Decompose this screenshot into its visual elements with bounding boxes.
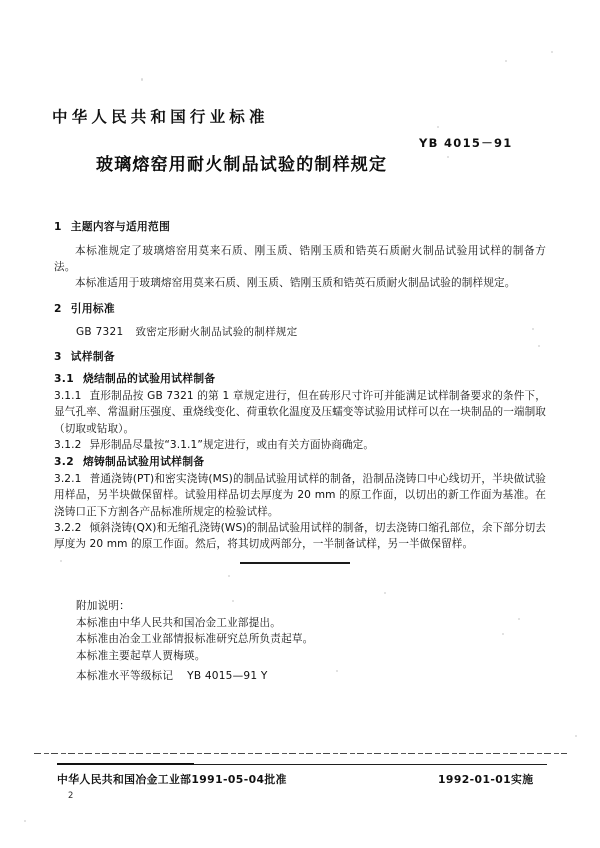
additional-note-line-3: 本标准主要起草人贾梅瑛。 (76, 649, 206, 662)
scan-speck (518, 618, 520, 620)
subclause-number-3-2-2: 3.2.2 (54, 522, 82, 534)
clause-heading-3 (54, 349, 115, 364)
clause-title-3: 试样制备 (70, 350, 115, 363)
standard-level-code: YB 4015—91 Y (187, 670, 268, 682)
standard-level-label: 本标准水平等级标记 (76, 670, 174, 682)
subclause-title-3-1: 烧结制品的试验用试样制备 (82, 372, 216, 385)
subclause-text-3-2-2: 倾斜浇铸(QX)和无缩孔浇铸(WS)的制品试验用试样的制备，切去浇铸口缩孔部位，余下部分切去厚度为 20 mm 的原工作面。然后，将其切成两部分，一半制备试样，另一半做保留样。 (54, 522, 546, 551)
scan-speck (505, 60, 507, 62)
additional-note-line-1: 本标准由中华人民共和国冶金工业部提出。 (76, 616, 282, 629)
subclause-title-3-2: 熔铸制品试验用试样制备 (82, 455, 205, 468)
scan-speck (228, 575, 230, 577)
scan-speck (60, 560, 62, 562)
reference-standard-number: GB 7321 (76, 326, 124, 338)
page-number: 2 (68, 790, 74, 800)
subclause-number-3-2: 3.2 (54, 455, 74, 468)
subclause-heading-3-2 (54, 454, 204, 469)
clause-heading-1 (54, 219, 170, 234)
clause-title-1: 主题内容与适用范围 (70, 220, 171, 233)
scan-speck (502, 633, 504, 635)
subclause-text-3-1-1: 直形制品按 GB 7321 的第 1 章规定进行，但在砖形尺寸许可并能满足试样制备要求的条件下，显气孔率、常温耐压强度、重烧线变化、荷重软化温度及压蠕变等试验用试样可以在一块制品的一端制取（切取或钻取）。 (54, 390, 546, 435)
footer-dashed-rule (34, 753, 567, 754)
standard-level-mark (76, 668, 268, 683)
clause-heading-2 (54, 301, 115, 316)
section-divider (240, 562, 350, 564)
subclause-3-2-2 (54, 520, 546, 553)
scan-speck (532, 328, 534, 330)
subclause-text-3-1-2: 异形制品尽量按“3.1.1”规定进行，或由有关方面协商确定。 (89, 439, 375, 451)
clause-1-paragraph-2: 本标准适用于玻璃熔窑用莫来石质、刚玉质、锆刚玉质和锆英石质耐火制品试验的制样规定。 (75, 277, 516, 289)
subclause-number-3-1: 3.1 (54, 372, 74, 385)
subclause-heading-3-1 (54, 371, 215, 386)
reference-standard-title: 致密定形耐火制品试验的制样规定 (135, 326, 298, 338)
standard-code: YB 4015－91 (419, 136, 513, 150)
scan-speck (336, 670, 338, 672)
clause-number-1: 1 (54, 220, 62, 233)
normative-reference-item (76, 324, 298, 339)
page-title: 玻璃熔窑用耐火制品试验的制样规定 (96, 155, 388, 175)
subclause-number-3-1-1: 3.1.1 (54, 390, 82, 402)
scan-speck (575, 735, 577, 737)
clause-number-2: 2 (54, 302, 62, 315)
additional-note-title: 附加说明： (76, 600, 130, 612)
clause-title-2: 引用标准 (70, 302, 115, 315)
scan-speck (24, 820, 26, 822)
subclause-number-3-1-2: 3.1.2 (54, 439, 82, 451)
scan-speck (141, 78, 143, 81)
subclause-number-3-2-1: 3.2.1 (54, 473, 82, 485)
footer-rule (57, 764, 547, 765)
scan-speck (437, 126, 439, 128)
subclause-3-1-1 (54, 388, 546, 437)
subclause-3-2-1 (54, 471, 546, 520)
clause-number-3: 3 (54, 350, 62, 363)
additional-note-block (76, 598, 313, 664)
additional-note-line-2: 本标准由冶金工业部情报标准研究总所负责起草。 (76, 633, 314, 646)
subclause-3-1-2 (54, 437, 546, 453)
clause-1-paragraph-1: 本标准规定了玻璃熔窑用莫来石质、刚玉质、锆刚玉质和锆英石质耐火制品试验用试样的制备方法。 (54, 245, 546, 274)
scan-speck (384, 592, 386, 594)
footer-approval-text: 中华人民共和国冶金工业部1991-05-04批准 (57, 773, 287, 786)
footer-implementation-text: 1992-01-01实施 (438, 773, 534, 786)
scan-speck (538, 345, 540, 347)
scan-speck (551, 51, 553, 53)
subclause-text-3-2-1: 普通浇铸(PT)和密实浇铸(MS)的制品试验用试样的制备，沿制品浇铸口中心线切开，半块做试验用样品，另半块做保留样。试验用样品切去厚度为 20 mm 的原工作面，以切出的新工作面为基准。在浇铸口正下方割各产品标准所规定的检验试样。 (54, 473, 546, 518)
issuing-body-heading: 中华人民共和国行业标准 (52, 108, 269, 126)
scan-speck (447, 156, 449, 158)
